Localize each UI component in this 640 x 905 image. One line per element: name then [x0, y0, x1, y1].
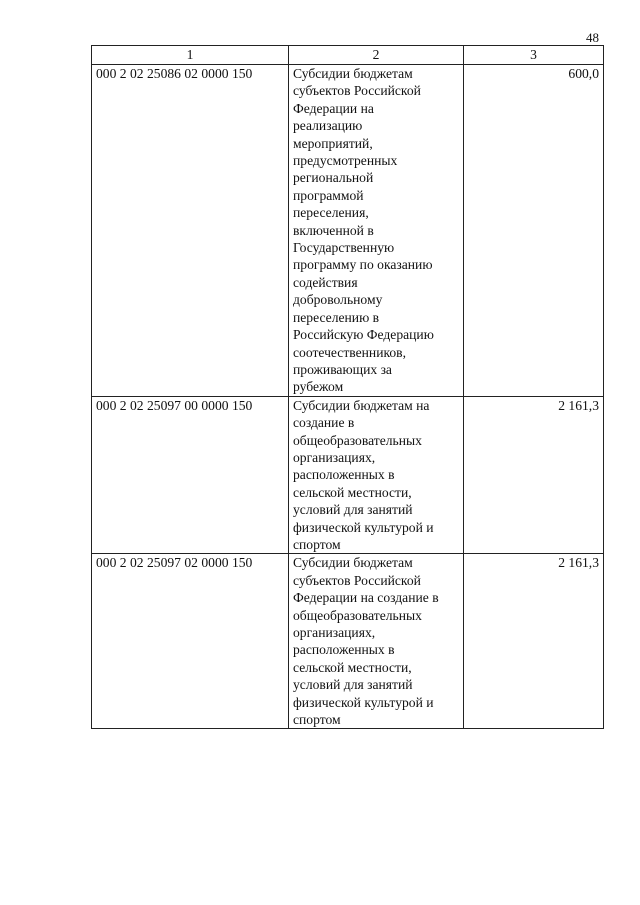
table-header-row	[92, 46, 604, 65]
description-line: Субсидии бюджетам на	[293, 397, 430, 413]
description-line: спортом	[293, 536, 341, 552]
description-line: соотечественников,	[293, 344, 406, 360]
description-cell	[289, 554, 464, 729]
budget-table	[91, 45, 604, 729]
description-line: содействия	[293, 274, 358, 290]
amount-cell: 2 161,3	[464, 554, 604, 729]
description-line: расположенных в	[293, 467, 395, 483]
budget-code-cell: 000 2 02 25097 02 0000 150	[92, 554, 289, 729]
column-header-3: 3	[464, 46, 604, 65]
description-line: условий для занятий	[293, 677, 413, 693]
description-line: субъектов Российской	[293, 83, 421, 99]
description-line: Субсидии бюджетам	[293, 555, 413, 571]
description-line: сельской местности,	[293, 484, 412, 500]
description-line: проживающих за	[293, 361, 392, 377]
description-line: переселению в	[293, 309, 380, 325]
amount-cell: 2 161,3	[464, 396, 604, 554]
description-line: сельской местности,	[293, 659, 412, 675]
table-body	[92, 65, 604, 729]
description-line: организациях,	[293, 449, 376, 465]
description-line: спортом	[293, 712, 341, 728]
amount-cell: 600,0	[464, 65, 604, 397]
description-line: рубежом	[293, 379, 344, 395]
description-line: мероприятий,	[293, 135, 373, 151]
description-line: добровольному	[293, 292, 383, 308]
description-line: предусмотренных	[293, 153, 398, 169]
page-number: 48	[586, 30, 599, 45]
description-line: программу по оказанию	[293, 257, 433, 273]
description-line: региональной	[293, 170, 374, 186]
description-line: создание в	[293, 415, 355, 431]
description-cell	[289, 65, 464, 397]
table-row	[92, 396, 604, 554]
description-line: Российскую Федерацию	[293, 327, 434, 343]
description-line: субъектов Российской	[293, 572, 421, 588]
description-line: организациях,	[293, 625, 376, 640]
description-line: Федерации на	[293, 100, 374, 116]
description-line: физической культурой и	[293, 519, 434, 535]
description-line: переселения,	[293, 205, 369, 221]
description-line: условий для занятий	[293, 502, 413, 518]
description-line: Федерации на создание в	[293, 590, 439, 606]
table-row	[92, 554, 604, 729]
description-line: включенной в	[293, 222, 374, 238]
column-header-1: 1	[92, 46, 289, 65]
description-line: расположенных в	[293, 642, 395, 658]
budget-code-cell: 000 2 02 25086 02 0000 150	[92, 65, 289, 397]
budget-code-cell: 000 2 02 25097 00 0000 150	[92, 396, 289, 554]
description-line: программой	[293, 187, 364, 203]
description-line: физической культурой и	[293, 694, 434, 710]
description-line: реализацию	[293, 118, 363, 134]
column-header-2: 2	[289, 46, 464, 65]
description-line: Государственную	[293, 240, 395, 256]
description-line: общеобразовательных	[293, 607, 422, 623]
table-row	[92, 65, 604, 397]
description-cell	[289, 396, 464, 554]
description-line: Субсидии бюджетам	[293, 66, 413, 81]
description-line: общеобразовательных	[293, 432, 422, 448]
